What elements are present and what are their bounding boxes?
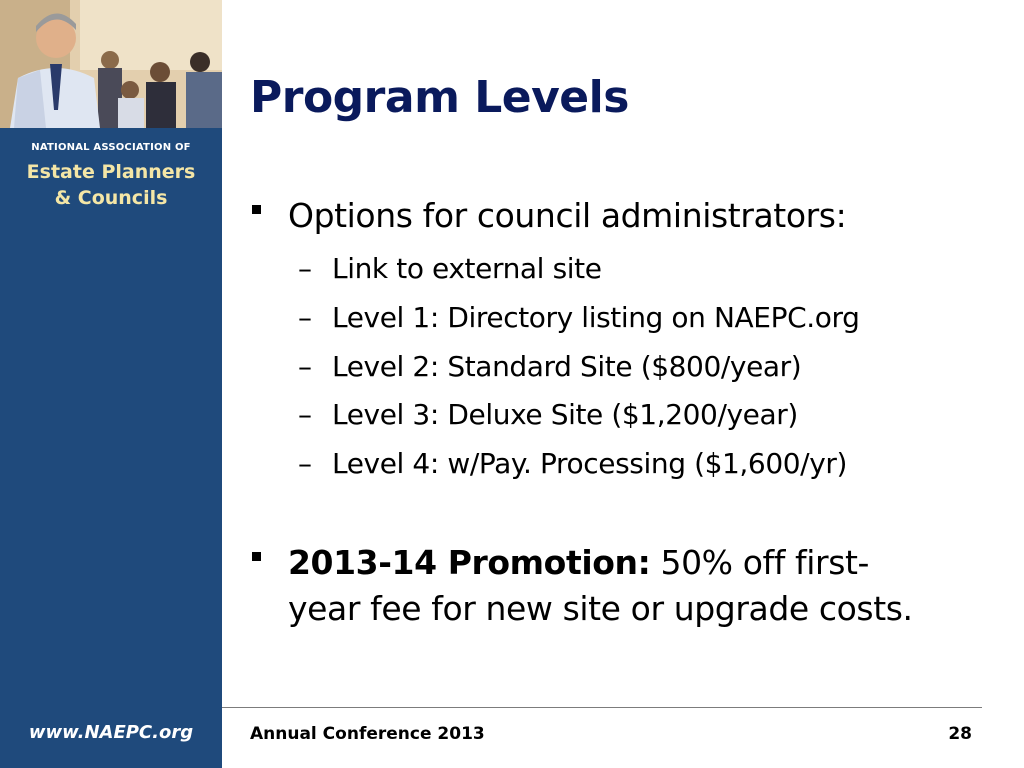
org-name-line2: & Councils xyxy=(54,187,168,209)
org-name-small: NATIONAL ASSOCIATION OF xyxy=(31,142,191,153)
sub-item xyxy=(298,252,602,285)
slide-title: Program Levels xyxy=(250,72,629,123)
slide-number: 28 xyxy=(948,724,972,744)
sub-item xyxy=(298,350,801,383)
sub-item-text: Level 2: Standard Site ($800/year) xyxy=(332,350,802,383)
sidebar xyxy=(0,0,222,768)
org-brand xyxy=(0,128,222,211)
bullet-options xyxy=(252,193,972,239)
dash-bullet-icon: – xyxy=(298,301,312,334)
bullet-options-text: Options for council administrators: xyxy=(288,196,847,235)
square-bullet-icon xyxy=(252,552,261,561)
dash-bullet-icon: – xyxy=(298,447,312,480)
footer-divider xyxy=(222,707,982,708)
sub-item xyxy=(298,398,798,431)
promotion-text-line1: 50% off first- xyxy=(660,543,870,582)
square-bullet-icon xyxy=(252,205,261,214)
dash-bullet-icon: – xyxy=(298,350,312,383)
footer-website-link[interactable]: www.NAEPC.org xyxy=(28,722,194,743)
dash-bullet-icon: – xyxy=(298,398,312,431)
bullet-promotion xyxy=(252,540,972,632)
promotion-text-line2: year fee for new site or upgrade costs. xyxy=(288,589,913,628)
dash-bullet-icon: – xyxy=(298,252,312,285)
header-photo xyxy=(0,0,222,128)
footer-conference: Annual Conference 2013 xyxy=(250,724,485,744)
sub-item-text: Level 4: w/Pay. Processing ($1,600/yr) xyxy=(332,447,848,480)
sub-item-text: Level 3: Deluxe Site ($1,200/year) xyxy=(332,398,798,431)
promotion-label: 2013-14 Promotion: xyxy=(288,543,651,582)
sub-item-text: Link to external site xyxy=(332,252,602,285)
sub-item-text: Level 1: Directory listing on NAEPC.org xyxy=(332,301,860,334)
bullet-promotion-text xyxy=(288,540,972,632)
conference-photo-image xyxy=(0,0,222,128)
org-name-line1: Estate Planners xyxy=(26,161,196,183)
sub-item xyxy=(298,447,847,480)
sub-item xyxy=(298,301,859,334)
